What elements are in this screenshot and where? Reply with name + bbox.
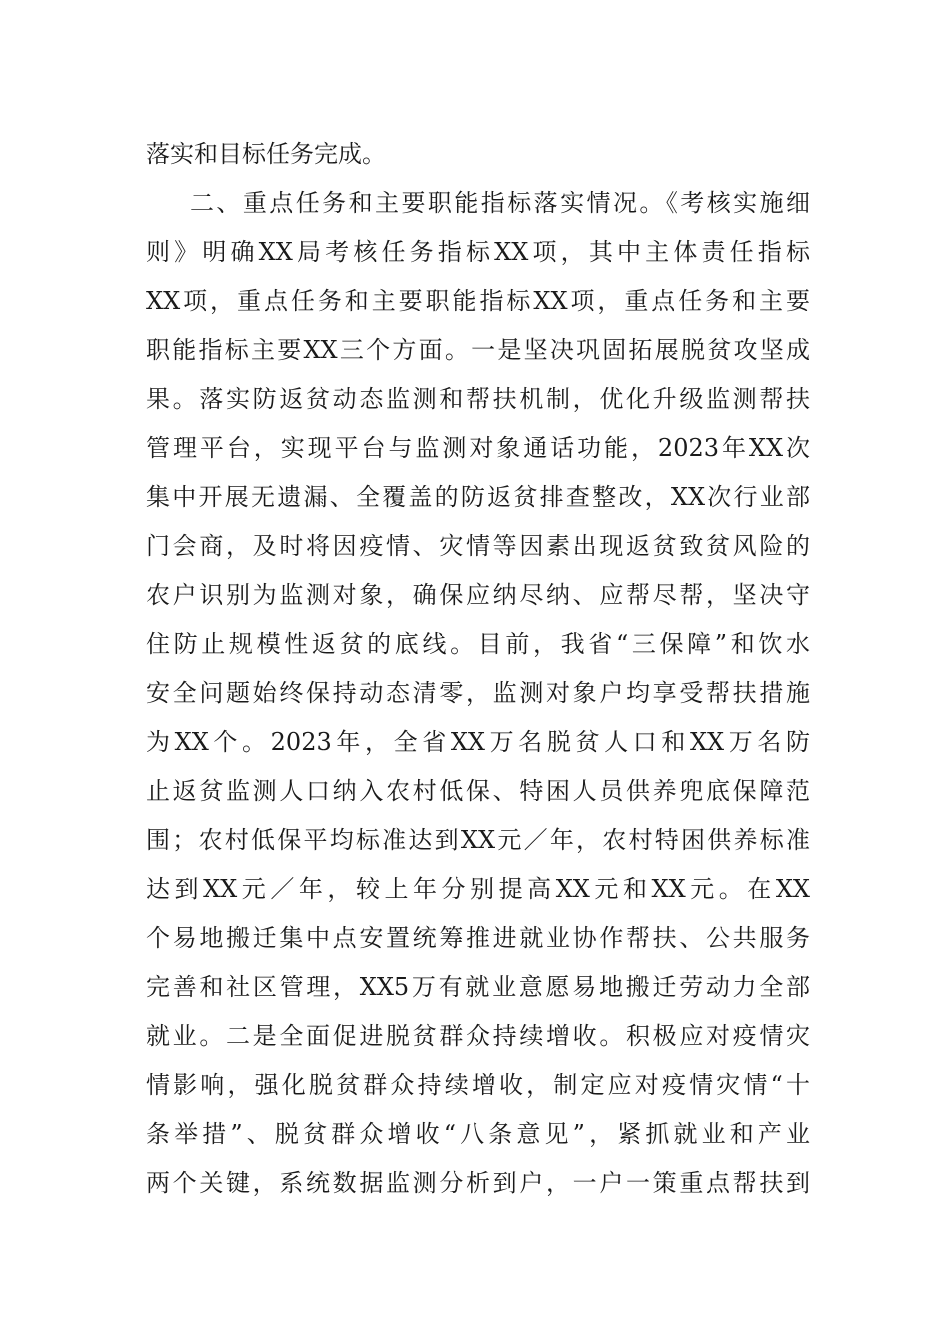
text-line: 围；农村低保平均标准达到XX元／年，农村特困供养标准	[146, 826, 810, 854]
text-line: 则》明确XX局考核任务指标XX项，其中主体责任指标	[146, 238, 810, 266]
body-text	[146, 130, 810, 1208]
text-line: 为XX个。2023年，全省XX万名脱贫人口和XX万名防	[146, 728, 810, 756]
text-line: 门会商，及时将因疫情、灾情等因素出现返贫致贫风险的	[146, 532, 810, 560]
text-line: 安全问题始终保持动态清零，监测对象户均享受帮扶措施	[146, 679, 810, 707]
text-line: 职能指标主要XX三个方面。一是坚决巩固拓展脱贫攻坚成	[146, 336, 810, 364]
text-line: 两个关键，系统数据监测分析到户，一户一策重点帮扶到	[146, 1169, 810, 1197]
text-line: 果。落实防返贫动态监测和帮扶机制，优化升级监测帮扶	[146, 385, 810, 413]
text-line: 落实和目标任务完成。	[146, 140, 386, 168]
text-line: 条举措”、脱贫群众增收“八条意见”，紧抓就业和产业	[146, 1120, 810, 1148]
text-line: 集中开展无遗漏、全覆盖的防返贫排查整改，XX次行业部	[146, 483, 810, 511]
text-line: 就业。二是全面促进脱贫群众持续增收。积极应对疫情灾	[146, 1022, 810, 1050]
text-line: 个易地搬迁集中点安置统筹推进就业协作帮扶、公共服务	[146, 924, 810, 952]
text-line: 达到XX元／年，较上年分别提高XX元和XX元。在XX	[146, 875, 810, 903]
text-line: 农户识别为监测对象，确保应纳尽纳、应帮尽帮，坚决守	[146, 581, 810, 609]
text-line: 止返贫监测人口纳入农村低保、特困人员供养兜底保障范	[146, 777, 810, 805]
text-line: 情影响，强化脱贫群众持续增收，制定应对疫情灾情“十	[146, 1071, 810, 1099]
text-line: 完善和社区管理，XX5万有就业意愿易地搬迁劳动力全部	[146, 973, 810, 1001]
text-line: 住防止规模性返贫的底线。目前，我省“三保障”和饮水	[146, 630, 810, 658]
text-line: 管理平台，实现平台与监测对象通话功能，2023年XX次	[146, 434, 810, 462]
paragraph-heading-line: 二、重点任务和主要职能指标落实情况。《考核实施细	[190, 189, 810, 217]
text-line: XX项，重点任务和主要职能指标XX项，重点任务和主要	[146, 287, 810, 315]
